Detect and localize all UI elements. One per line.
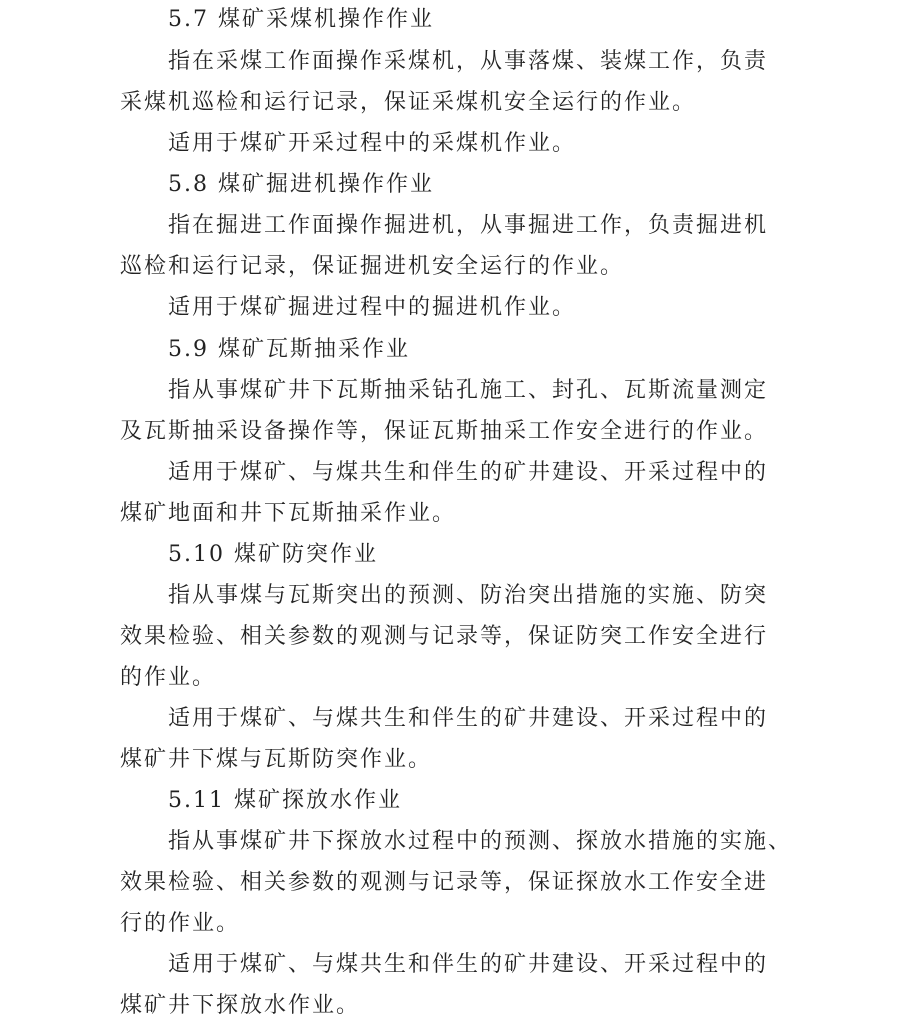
paragraph-line: 的作业。: [120, 665, 217, 690]
paragraph-line: 煤矿井下煤与瓦斯防突作业。: [120, 747, 433, 772]
paragraph-line: 巡检和运行记录，保证掘进机安全运行的作业。: [120, 254, 625, 279]
section-heading: 5.10 煤矿防突作业: [168, 542, 378, 567]
paragraph-line: 煤矿井下探放水作业。: [120, 993, 361, 1018]
paragraph-line: 适用于煤矿、与煤共生和伴生的矿井建设、开采过程中的: [168, 460, 769, 485]
paragraph-line: 指从事煤矿井下瓦斯抽采钻孔施工、封孔、瓦斯流量测定: [168, 378, 769, 403]
paragraph-line: 及瓦斯抽采设备操作等，保证瓦斯抽采工作安全进行的作业。: [120, 419, 769, 444]
paragraph-line: 行的作业。: [120, 911, 241, 936]
section-heading: 5.7 煤矿采煤机操作作业: [168, 7, 434, 32]
paragraph-line: 适用于煤矿掘进过程中的掘进机作业。: [168, 295, 577, 320]
section-heading: 5.9 煤矿瓦斯抽采作业: [168, 337, 410, 362]
paragraph-line: 煤矿地面和井下瓦斯抽采作业。: [120, 501, 457, 526]
paragraph-line: 指在采煤工作面操作采煤机，从事落煤、装煤工作，负责: [168, 49, 769, 74]
paragraph-line: 指从事煤矿井下探放水过程中的预测、探放水措施的实施、: [168, 829, 793, 854]
paragraph-line: 适用于煤矿、与煤共生和伴生的矿井建设、开采过程中的: [168, 952, 769, 977]
paragraph-line: 效果检验、相关参数的观测与记录等，保证探放水工作安全进: [120, 870, 769, 895]
section-heading: 5.8 煤矿掘进机操作作业: [168, 172, 434, 197]
paragraph-line: 效果检验、相关参数的观测与记录等，保证防突工作安全进行: [120, 624, 769, 649]
paragraph-line: 适用于煤矿、与煤共生和伴生的矿井建设、开采过程中的: [168, 706, 769, 731]
section-heading: 5.11 煤矿探放水作业: [168, 788, 402, 813]
paragraph-line: 适用于煤矿开采过程中的采煤机作业。: [168, 131, 577, 156]
paragraph-line: 指在掘进工作面操作掘进机，从事掘进工作，负责掘进机: [168, 213, 769, 238]
paragraph-line: 指从事煤与瓦斯突出的预测、防治突出措施的实施、防突: [168, 583, 769, 608]
paragraph-line: 采煤机巡检和运行记录，保证采煤机安全运行的作业。: [120, 90, 697, 115]
